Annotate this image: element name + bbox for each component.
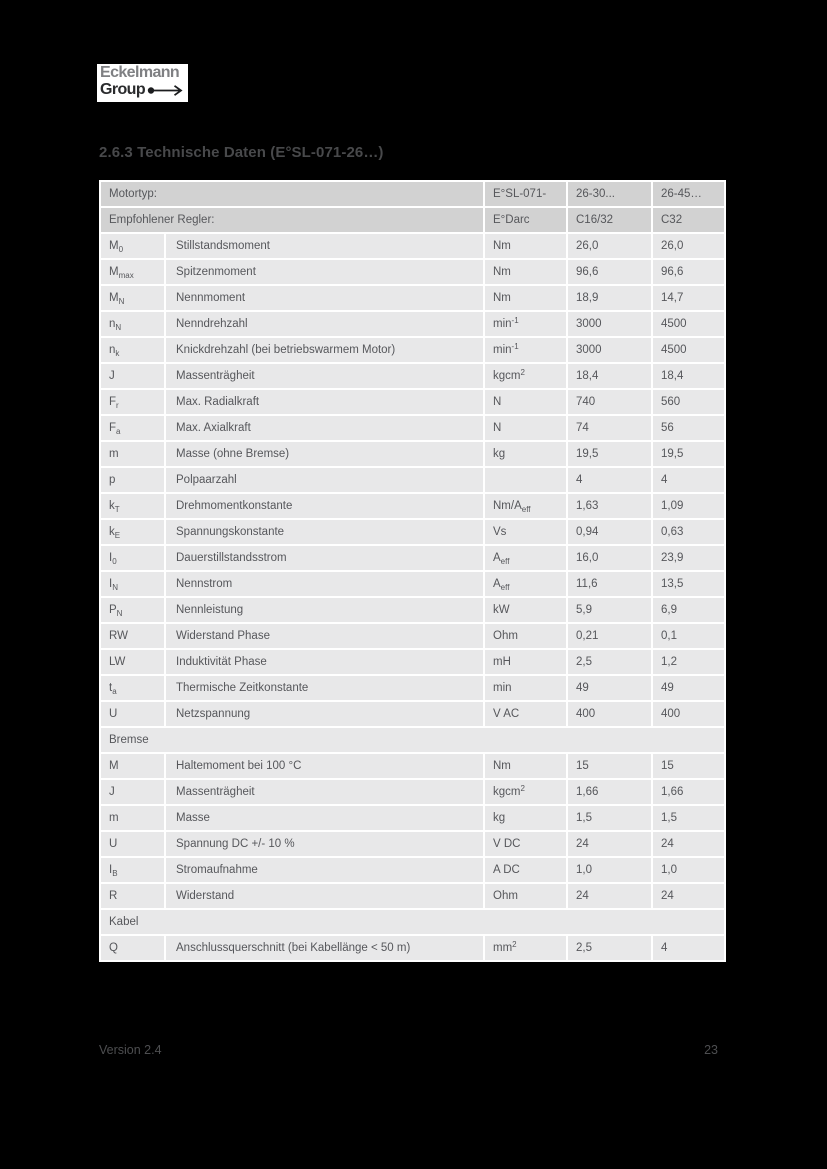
table-row-value-1: 0,21: [568, 624, 651, 648]
table-row-value-2: 4500: [653, 338, 724, 362]
eckelmann-group-logo: [97, 64, 188, 102]
table-row-description: Widerstand: [166, 884, 483, 908]
table-row-value-2: 1,0: [653, 858, 724, 882]
table-row-value-1: 1,5: [568, 806, 651, 830]
table-row-unit: kg: [485, 806, 566, 830]
table-row-symbol: $M_{max}$: [101, 260, 164, 284]
table-row-value-1: 19,5: [568, 442, 651, 466]
footer-page-number: 23: [704, 1043, 718, 1057]
table-row-value-1: 0,94: [568, 520, 651, 544]
table-row-value-2: 24: [653, 884, 724, 908]
table-row-symbol: RW: [101, 624, 164, 648]
table-row-symbol: $t_a$: [101, 676, 164, 700]
table-row-value-1: 2,5: [568, 936, 651, 960]
table-row-value-2: 0,63: [653, 520, 724, 544]
logo-text-eckelmann: Eckelmann: [100, 64, 180, 81]
table-row-symbol: $n_N$: [101, 312, 164, 336]
logo-text-group: Group: [100, 80, 145, 98]
table-row-unit: [485, 468, 566, 492]
table-row-symbol: $k_E$: [101, 520, 164, 544]
table-row-value-1: 16,0: [568, 546, 651, 570]
table-row-description: Nennstrom: [166, 572, 483, 596]
table-header-variant-1: 26-30...: [568, 182, 651, 206]
table-row-description: Stromaufnahme: [166, 858, 483, 882]
table-row-unit: V DC: [485, 832, 566, 856]
table-row-symbol: $P_N$: [101, 598, 164, 622]
table-row-value-2: 4: [653, 468, 724, 492]
table-row-value-2: 0,1: [653, 624, 724, 648]
table-row-value-1: 2,5: [568, 650, 651, 674]
footer-version-label: Version 2.4: [99, 1043, 162, 1057]
table-row-value-2: 13,5: [653, 572, 724, 596]
table-row-symbol: $I_0$: [101, 546, 164, 570]
table-row-symbol: U: [101, 832, 164, 856]
technical-data-table: [99, 180, 726, 962]
table-row-unit: kgcm$^2$: [485, 364, 566, 388]
table-row-value-1: 400: [568, 702, 651, 726]
table-row-value-2: 1,66: [653, 780, 724, 804]
table-row-value-1: 74: [568, 416, 651, 440]
table-row-description: Spannung DC +/- 10 %: [166, 832, 483, 856]
table-row-value-1: 96,6: [568, 260, 651, 284]
table-row-value-1: 1,63: [568, 494, 651, 518]
table-row-value-2: 1,2: [653, 650, 724, 674]
table-row-value-1: 5,9: [568, 598, 651, 622]
table-row-unit: Ohm: [485, 884, 566, 908]
table-row-value-1: 18,4: [568, 364, 651, 388]
table-row-unit: $Nm/A_{eff}$: [485, 494, 566, 518]
table-row-value-2: 4: [653, 936, 724, 960]
table-row-symbol: $F_a$: [101, 416, 164, 440]
table-header-variant-1: C16/32: [568, 208, 651, 232]
table-row-value-2: 24: [653, 832, 724, 856]
table-row-value-1: 24: [568, 832, 651, 856]
table-row-value-1: 11,6: [568, 572, 651, 596]
table-row-unit: kg: [485, 442, 566, 466]
table-row-value-2: 18,4: [653, 364, 724, 388]
table-row-value-2: 1,5: [653, 806, 724, 830]
table-row-description: Massenträgheit: [166, 364, 483, 388]
table-row-value-1: 18,9: [568, 286, 651, 310]
table-row-unit: $mm^2$: [485, 936, 566, 960]
table-header-variant-2: 26-45…: [653, 182, 724, 206]
table-row-symbol: Q: [101, 936, 164, 960]
table-row-description: Spannungskonstante: [166, 520, 483, 544]
table-row-description: Masse (ohne Bremse): [166, 442, 483, 466]
table-row-value-2: 23,9: [653, 546, 724, 570]
table-header-label: Motortyp:: [101, 182, 483, 206]
table-row-value-2: 14,7: [653, 286, 724, 310]
table-row-unit: mH: [485, 650, 566, 674]
table-row-value-2: 56: [653, 416, 724, 440]
section-heading: 2.6.3 Technische Daten (E°SL-071-26…): [99, 144, 384, 161]
table-row-description: Nenndrehzahl: [166, 312, 483, 336]
table-row-description: Massenträgheit: [166, 780, 483, 804]
table-row-symbol: $M_N$: [101, 286, 164, 310]
table-row-description: Masse: [166, 806, 483, 830]
table-section-row: Kabel: [101, 910, 724, 934]
table-row-value-1: 1,66: [568, 780, 651, 804]
table-row-unit: Nm: [485, 754, 566, 778]
table-row-unit: A DC: [485, 858, 566, 882]
table-row-description: Max. Axialkraft: [166, 416, 483, 440]
table-row-unit: $A_{eff}$: [485, 572, 566, 596]
table-row-symbol: $k_T$: [101, 494, 164, 518]
table-header-series: E°SL-071-: [485, 182, 566, 206]
table-row-description: Thermische Zeitkonstante: [166, 676, 483, 700]
table-row-description: Haltemoment bei 100 °C: [166, 754, 483, 778]
table-row-description: Knickdrehzahl (bei betriebswarmem Motor): [166, 338, 483, 362]
table-row-value-1: 49: [568, 676, 651, 700]
table-row-symbol: $F_r$: [101, 390, 164, 414]
table-row-value-2: 1,09: [653, 494, 724, 518]
table-row-symbol: U: [101, 702, 164, 726]
table-row-unit: V AC: [485, 702, 566, 726]
table-row-description: Max. Radialkraft: [166, 390, 483, 414]
table-row-description: Induktivität Phase: [166, 650, 483, 674]
table-row-description: Widerstand Phase: [166, 624, 483, 648]
table-row-description: Nennmoment: [166, 286, 483, 310]
table-row-symbol: $n_k$: [101, 338, 164, 362]
table-row-description: Polpaarzahl: [166, 468, 483, 492]
table-row-description: Anschlussquerschnitt (bei Kabellänge < 50 m): [166, 936, 483, 960]
table-row-unit: $\min^{-1}$: [485, 312, 566, 336]
table-row-symbol: M: [101, 754, 164, 778]
table-row-value-1: 1,0: [568, 858, 651, 882]
table-header-series: E°Darc: [485, 208, 566, 232]
table-row-symbol: R: [101, 884, 164, 908]
table-row-symbol: p: [101, 468, 164, 492]
table-row-value-2: 4500: [653, 312, 724, 336]
table-row-symbol: $I_N$: [101, 572, 164, 596]
table-row-description: Drehmomentkonstante: [166, 494, 483, 518]
table-row-value-1: 3000: [568, 338, 651, 362]
table-row-value-1: 26,0: [568, 234, 651, 258]
table-row-value-2: 19,5: [653, 442, 724, 466]
table-row-description: Spitzenmoment: [166, 260, 483, 284]
table-header-label: Empfohlener Regler:: [101, 208, 483, 232]
table-row-symbol: LW: [101, 650, 164, 674]
table-row-symbol: J: [101, 780, 164, 804]
table-header-variant-2: C32: [653, 208, 724, 232]
table-section-row: Bremse: [101, 728, 724, 752]
table-row-value-1: 3000: [568, 312, 651, 336]
table-row-symbol: m: [101, 442, 164, 466]
table-row-unit: $A_{eff}$: [485, 546, 566, 570]
dot-arrow-right-icon: [147, 84, 185, 97]
table-row-unit: $\min^{-1}$: [485, 338, 566, 362]
table-row-value-1: 4: [568, 468, 651, 492]
table-row-unit: Nm: [485, 234, 566, 258]
table-row-unit: Vs: [485, 520, 566, 544]
table-row-description: Stillstandsmoment: [166, 234, 483, 258]
table-row-symbol: $I_B$: [101, 858, 164, 882]
table-row-value-2: 15: [653, 754, 724, 778]
table-row-description: Nennleistung: [166, 598, 483, 622]
table-row-description: Netzspannung: [166, 702, 483, 726]
table-row-unit: min: [485, 676, 566, 700]
table-row-symbol: J: [101, 364, 164, 388]
table-row-unit: kgcm$^2$: [485, 780, 566, 804]
table-row-unit: Nm: [485, 260, 566, 284]
table-row-value-2: 560: [653, 390, 724, 414]
table-row-description: Dauerstillstandsstrom: [166, 546, 483, 570]
table-row-symbol: m: [101, 806, 164, 830]
table-row-value-1: 15: [568, 754, 651, 778]
table-row-value-2: 26,0: [653, 234, 724, 258]
table-row-unit: Nm: [485, 286, 566, 310]
table-row-unit: kW: [485, 598, 566, 622]
table-row-value-2: 49: [653, 676, 724, 700]
table-row-value-1: 24: [568, 884, 651, 908]
table-row-value-2: 96,6: [653, 260, 724, 284]
table-row-unit: N: [485, 390, 566, 414]
table-row-symbol: $M_0$: [101, 234, 164, 258]
table-row-unit: Ohm: [485, 624, 566, 648]
table-row-value-2: 6,9: [653, 598, 724, 622]
table-row-value-1: 740: [568, 390, 651, 414]
page-footer: [99, 1043, 718, 1057]
table-row-value-2: 400: [653, 702, 724, 726]
table-row-unit: N: [485, 416, 566, 440]
